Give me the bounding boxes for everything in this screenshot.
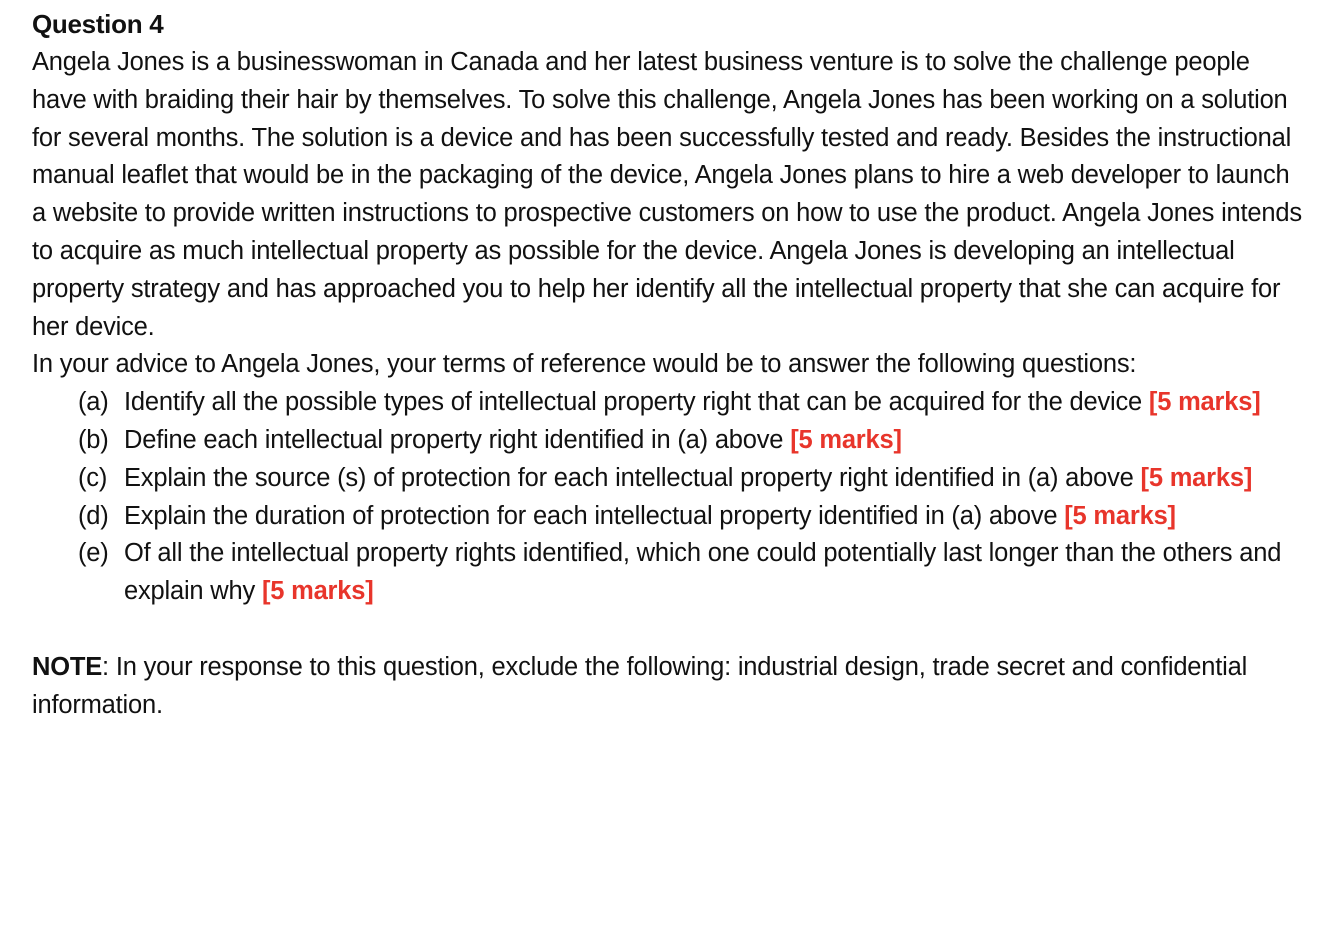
intro-paragraph: Angela Jones is a businesswoman in Canada and her latest business venture is to solve the challenge people have with braiding their hair by themselves. To solve this challenge, Angela Jones has been working on a solution for several months. The solution is a device and has been successfully tested and ready. Besides the instructional manual leaflet that would be in the packaging of the device, Angela Jones plans to hire a web developer to launch a website to provide written instructions to prospective customers on how to use the product. Angela Jones intends to acquire as much intellectual property as possible for the device. Angela Jones is developing an intellectual property strategy and has approached you to help her identify all the intellectual property that she can acquire for her device. (32, 48, 1302, 341)
note-paragraph (32, 649, 1302, 725)
marks-label: [5 marks] (1064, 501, 1176, 530)
question-letter: (a) (78, 388, 109, 417)
question-text: Of all the intellectual property rights identified, which one could potentially last longer than the others and explain why (124, 539, 1282, 606)
marks-label: [5 marks] (261, 577, 374, 606)
question-letter: (d) (78, 501, 109, 530)
question-title: Question 4 (32, 9, 164, 39)
question-letter: (b) (78, 425, 109, 454)
document (32, 4, 1302, 725)
question-item-a (32, 384, 1302, 422)
question-text: Explain the source (s) of protection for each intellectual property right identified in (a) above (124, 463, 1134, 492)
marks-label: [5 marks] (1140, 463, 1253, 492)
question-text: Explain the duration of protection for each intellectual property identified in (a) above (124, 501, 1058, 530)
note-text: : In your response to this question, exclude the following: industrial design, trade secret and confidential information. (32, 652, 1248, 719)
question-text: Identify all the possible types of intellectual property right that can be acquired for the device (124, 388, 1143, 417)
note-label: NOTE (32, 652, 103, 681)
question-item-d (32, 498, 1302, 536)
question-item-c (32, 460, 1302, 498)
question-item-b (32, 422, 1302, 460)
marks-label: [5 marks] (790, 425, 902, 454)
question-text: Define each intellectual property right identified in (a) above (124, 425, 784, 454)
terms-of-reference: In your advice to Angela Jones, your terms of reference would be to answer the following questions: (32, 350, 1137, 379)
question-letter: (c) (78, 463, 108, 492)
question-list (32, 384, 1302, 611)
question-item-e (32, 535, 1302, 611)
marks-label: [5 marks] (1148, 388, 1261, 417)
question-letter: (e) (78, 539, 109, 568)
